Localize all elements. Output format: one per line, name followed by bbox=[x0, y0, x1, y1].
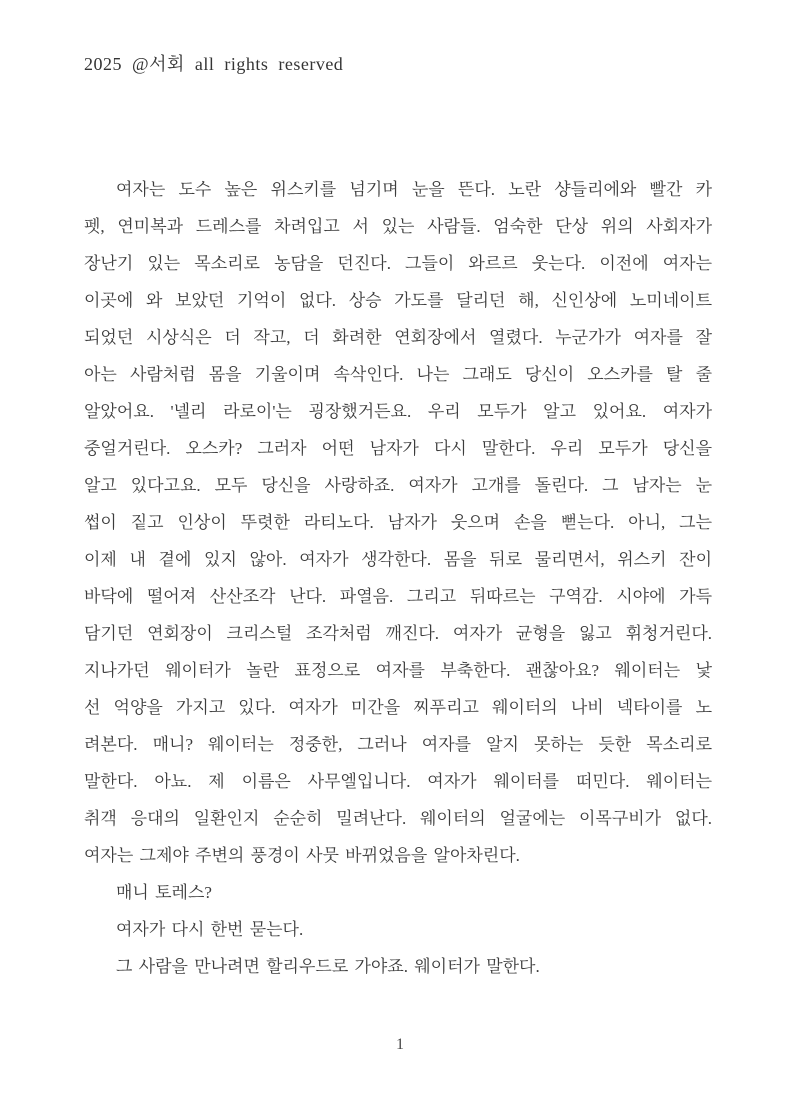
text-line: 지나가던 웨이터가 놀란 표정으로 여자를 부축한다. 괜찮아요? 웨이터는 낯 bbox=[84, 661, 712, 680]
copyright-notice: 2025 @서회 all rights reserved bbox=[84, 54, 344, 74]
text-line: 여자는 그제야 주변의 풍경이 사뭇 바뀌었음을 알아차린다. bbox=[84, 846, 520, 865]
text-line: 여자는 도수 높은 위스키를 넘기며 눈을 뜬다. 노란 샹들리에와 빨간 카 bbox=[116, 180, 712, 199]
text-line: 아는 사람처럼 몸을 기울이며 속삭인다. 나는 그래도 당신이 오스카를 탈 줄 bbox=[84, 365, 712, 384]
text-line: 그 사람을 만나려면 할리우드로 가야죠. 웨이터가 말한다. bbox=[116, 957, 540, 976]
document-body bbox=[84, 171, 712, 985]
text-line: 알고 있다고요. 모두 당신을 사랑하죠. 여자가 고개를 돌린다. 그 남자는 눈 bbox=[84, 476, 712, 495]
text-line: 담기던 연회장이 크리스털 조각처럼 깨진다. 여자가 균형을 잃고 휘청거린다. bbox=[84, 624, 712, 643]
text-line: 장난기 있는 목소리로 농담을 던진다. 그들이 와르르 웃는다. 이전에 여자는 bbox=[84, 254, 712, 273]
text-line: 취객 응대의 일환인지 순순히 밀려난다. 웨이터의 얼굴에는 이목구비가 없다. bbox=[84, 809, 712, 828]
text-line: 이제 내 곁에 있지 않아. 여자가 생각한다. 몸을 뒤로 물리면서, 위스키 잔이 bbox=[84, 550, 712, 569]
text-line: 매니 토레스? bbox=[116, 883, 212, 902]
text-line: 려본다. 매니? 웨이터는 정중한, 그러나 여자를 알지 못하는 듯한 목소리로 bbox=[84, 735, 712, 754]
text-line: 되었던 시상식은 더 작고, 더 화려한 연회장에서 열렸다. 누군가가 여자를 잘 bbox=[84, 328, 712, 347]
text-line: 중얼거린다. 오스카? 그러자 어떤 남자가 다시 말한다. 우리 모두가 당신을 bbox=[84, 439, 712, 458]
text-line: 바닥에 떨어져 산산조각 난다. 파열음. 그리고 뒤따르는 구역감. 시야에 가득 bbox=[84, 587, 712, 606]
text-line: 알았어요. '넬리 라로이'는 굉장했거든요. 우리 모두가 알고 있어요. 여자가 bbox=[84, 402, 712, 421]
text-line: 선 억양을 가지고 있다. 여자가 미간을 찌푸리고 웨이터의 나비 넥타이를 노 bbox=[84, 698, 712, 717]
text-line: 썹이 짙고 인상이 뚜렷한 라티노다. 남자가 웃으며 손을 뻗는다. 아니, 그는 bbox=[84, 513, 712, 532]
text-line: 펫, 연미복과 드레스를 차려입고 서 있는 사람들. 엄숙한 단상 위의 사회자가 bbox=[84, 217, 712, 236]
text-line: 말한다. 아뇨. 제 이름은 사무엘입니다. 여자가 웨이터를 떠민다. 웨이터는 bbox=[84, 772, 712, 791]
page-number: 1 bbox=[396, 1036, 404, 1053]
text-line: 이곳에 와 보았던 기억이 없다. 상승 가도를 달리던 해, 신인상에 노미네이트 bbox=[84, 291, 712, 310]
text-line: 여자가 다시 한번 묻는다. bbox=[116, 920, 304, 939]
